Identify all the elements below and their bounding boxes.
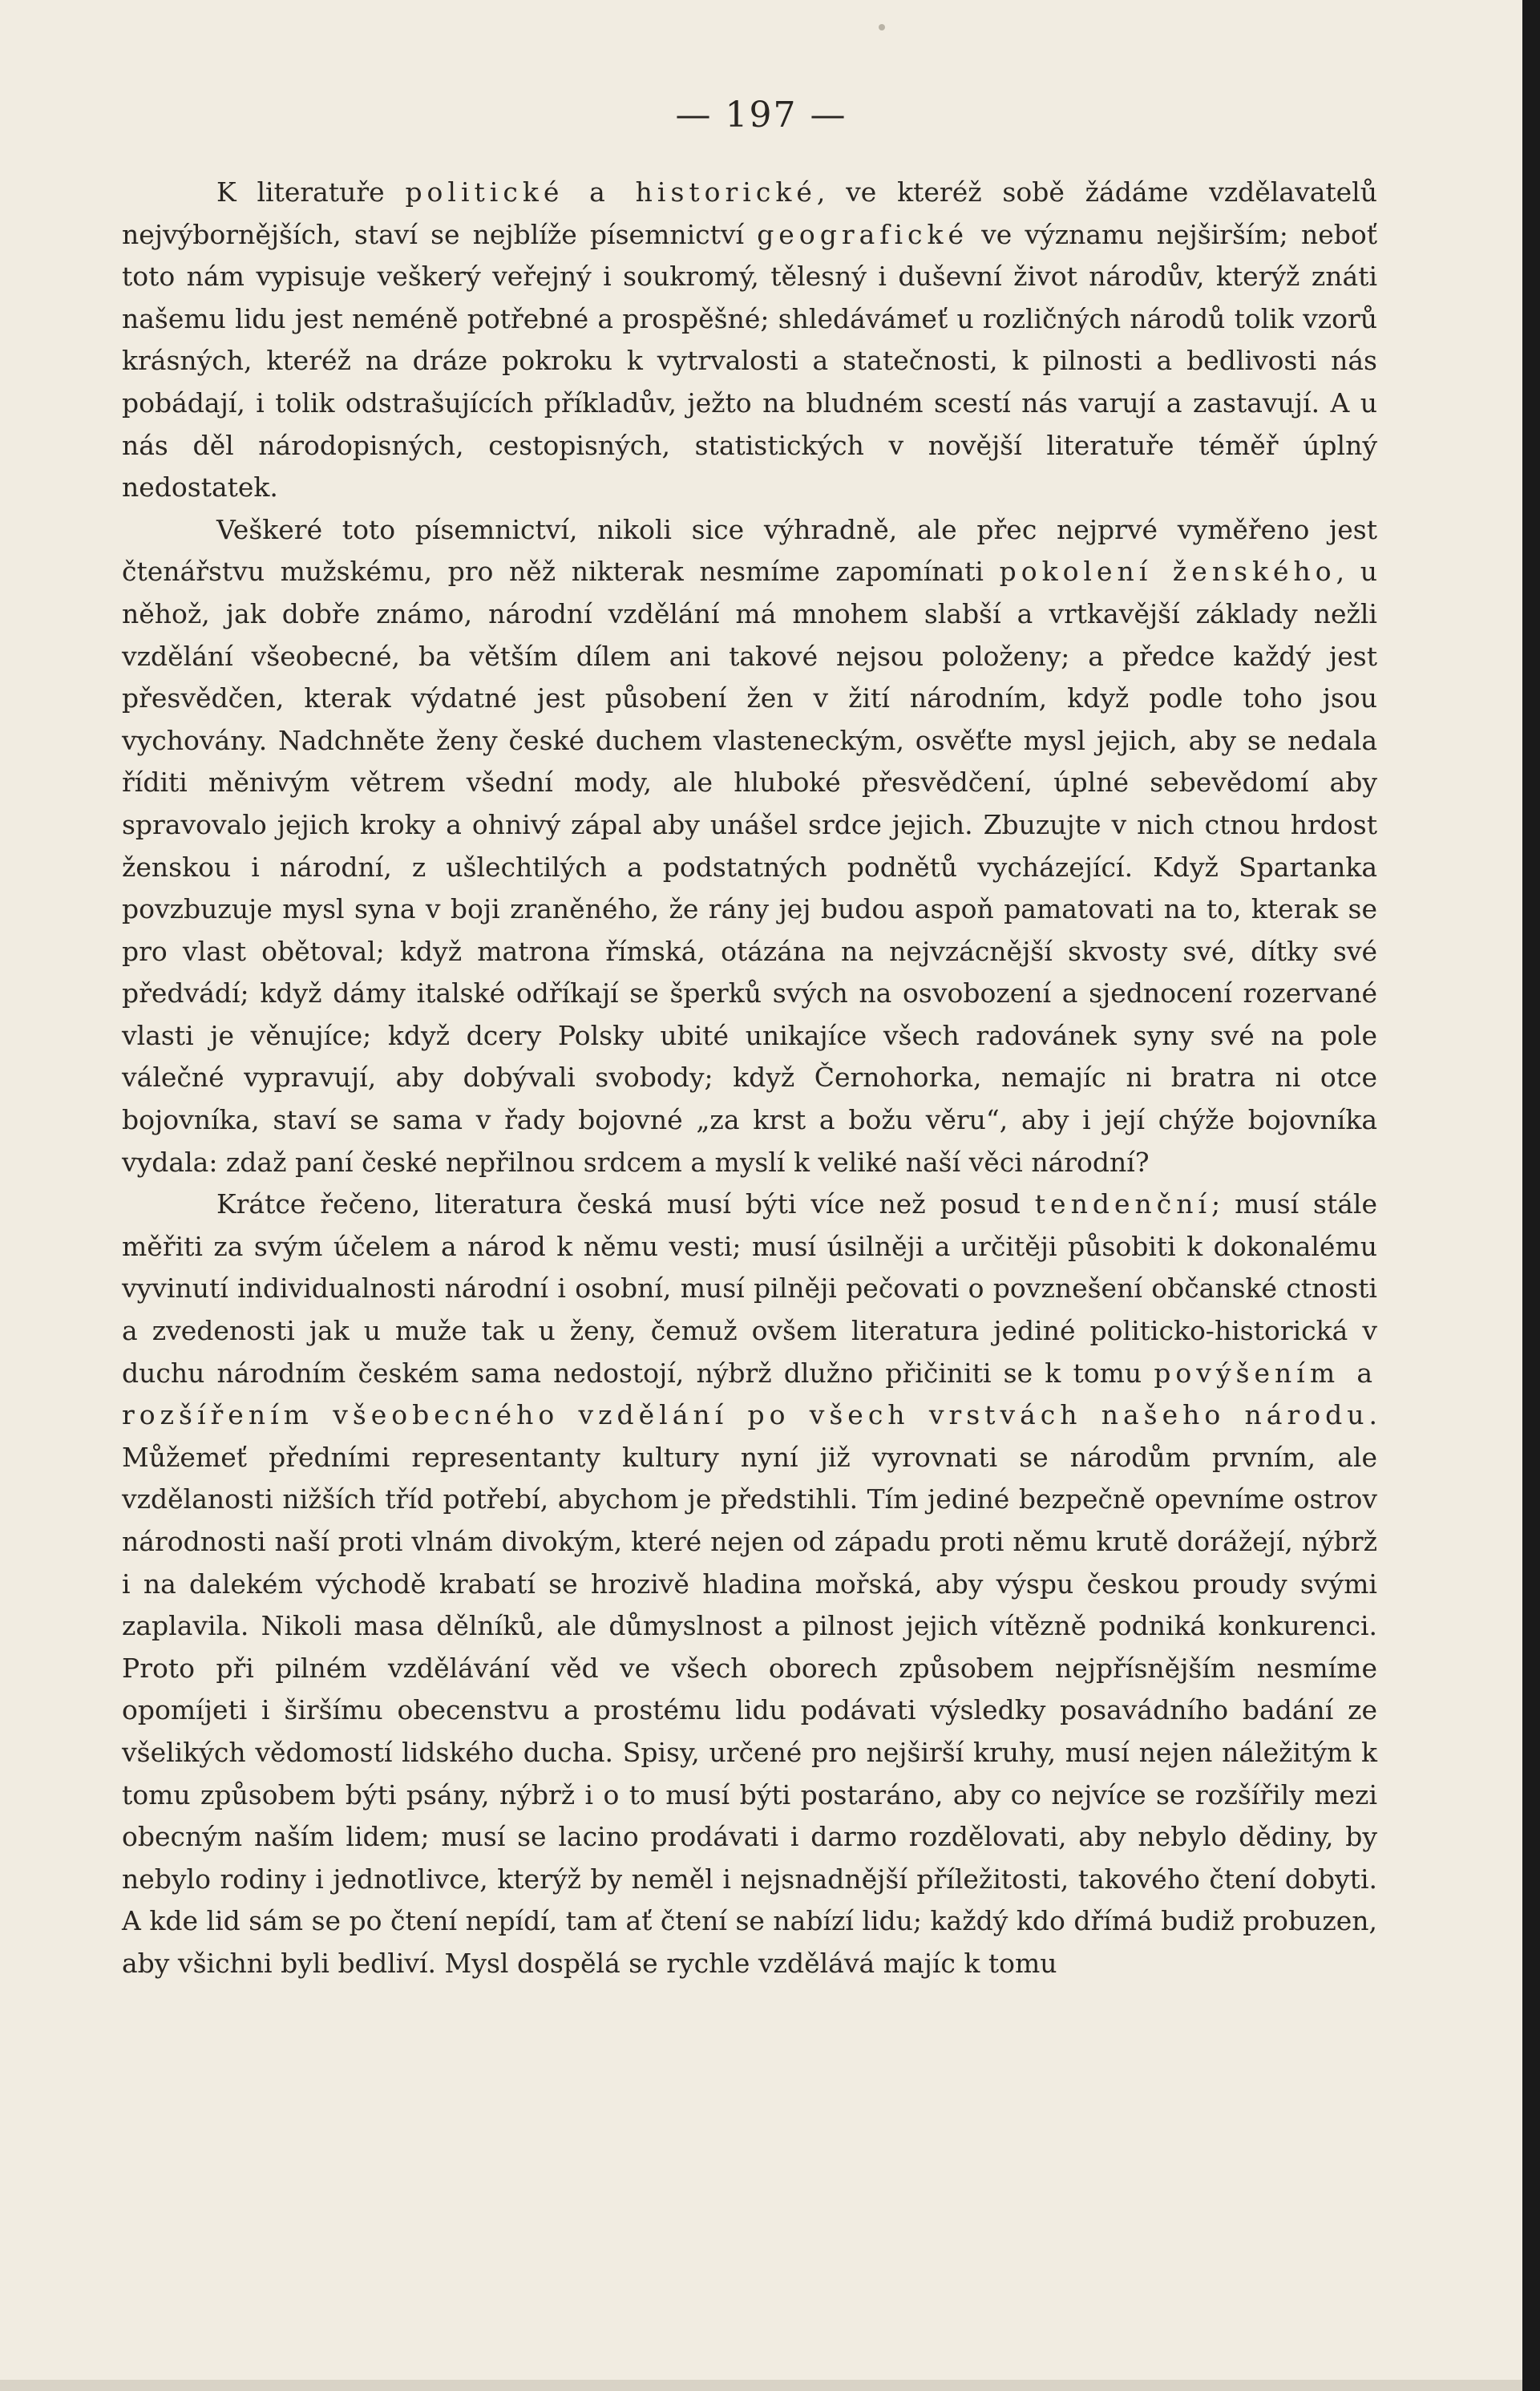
spaced-emphasis: povýšením a rozšířením všeobecného vzdělání po všech vrstvách našeho národu [122, 1357, 1377, 1431]
text-run: K literatuře [216, 176, 406, 208]
ink-speck [879, 24, 885, 30]
paragraph-1 [122, 172, 1377, 509]
spaced-emphasis: pokolení ženského [999, 556, 1336, 588]
text-run: ve významu nejširším; neboť toto nám vypisuje veškerý veřejný i soukromý, tělesný i duševní život národův, kterýž znáti našemu lidu jest neméně potřebné a prospěšné; shledávámeť u rozličných národů tolik vzorů krásných, kteréž na dráze pokroku k vytrvalosti a statečnosti, k pilnosti a bedlivosti nás pobádají, i tolik odstrašujících příkladův, ježto na bludném scestí nás varují a zastavují. A u nás děl národopisných, cestopisných, statistických v novější literatuře téměř úplný nedostatek. [122, 218, 1377, 504]
text-run: Veškeré toto písemnictví, nikoli sice výhradně, ale přec nejprvé vyměřeno jest čtenářstvu mužskému, pro něž nikterak nesmíme zapomínati [122, 513, 1377, 588]
scan-border [1522, 0, 1540, 2391]
page-body [122, 172, 1377, 1985]
text-run: , u něhož, jak dobře známo, národní vzdělání má mnohem slabší a vrtkavější základy nežli vzdělání všeobecné, ba větším dílem ani takové nejsou položeny; a předce každý jest přesvědčen, kterak výdatné jest působení žen v žití národním, když podle toho jsou vychovány. Nadchněte ženy české duchem vlasteneckým, osvěťte mysl jejich, aby se nedala říditi měnivým větrem všední mody, ale hluboké přesvědčení, úplné sebevědomí aby spravovalo jejich kroky a ohnivý zápal aby unášel srdce jejich. Zbuzujte v nich ctnou hrdost ženskou i národní, z ušlechtilých a podstatných podnětů vycházející. Když Spartanka povzbuzuje mysl syna v boji zraněného, že rány jej budou aspoň pamatovati na to, kterak se pro vlast obětoval; když matrona římská, otázána na nejvzácnější skvosty své, dítky své předvádí; když dámy italské odříkají se šperků svých na osvobození a sjednocení rozervané vlasti je věnujíce; když dcery Polsky ubité unikajíce všech radovánek syny své na pole válečné vypravují, aby dobývali svobody; když Černohorka, nemajíc ni bratra ni otce bojovníka, staví se sama v řady bojovné „za krst a božu věru“, aby i její chýže bojovníka vydala: zdaž paní české nepřilnou srdcem a myslí k veliké naší věci národní? [122, 556, 1377, 1178]
text-run: ; musí stále měřiti za svým účelem a národ k němu vesti; musí úsilněji a určitěji působiti k dokonalému vyvinutí individualnosti národní i osobní, musí pilněji pečovati o povznešení občanské ctnosti a zvedenosti jak u muže tak u ženy, čemuž ovšem literatura jediné politicko-historická v duchu národním českém sama nedostojí, nýbrž dlužno přičiniti se k tomu [122, 1188, 1377, 1389]
text-run: , ve kteréž sobě žádáme vzdělavatelů nejvýbornějších, staví se nejblíže písemnictví [122, 176, 1377, 250]
spaced-emphasis: tendenční [1034, 1188, 1212, 1220]
page-number: — 197 — [675, 95, 847, 136]
paragraph-2 [122, 509, 1377, 1184]
page-bottom-edge [0, 2380, 1540, 2391]
spaced-emphasis: geografické [757, 218, 969, 250]
spaced-emphasis: politické a historické [405, 176, 817, 208]
text-run: Krátce řečeno, literatura česká musí býti více než posud [216, 1188, 1035, 1220]
text-run: . Můžemeť předními representanty kultury nyní již vyrovnati se národům prvním, ale vzdělanosti nižších tříd potřebí, abychom je předstihli. Tím jediné bezpečně opevníme ostrov národnosti naší proti vlnám divokým, které nejen od západu proti němu krutě dorážejí, nýbrž i na dalekém východě krabatí se hrozivě hladina mořská, aby výspu českou proudy svými zaplavila. Nikoli masa dělníků, ale důmyslnost a pilnost jejich vítězně podniká konkurenci. Proto při pilném vzdělávání věd ve všech oborech způsobem nejpřísnějším nesmíme opomíjeti i širšímu obecenstvu a prostému lidu podávati výsledky posavádního badání ze všelikých vědomostí lidského ducha. Spisy, určené pro nejširší kruhy, musí nejen náležitým k tomu způsobem býti psány, nýbrž i o to musí býti postaráno, aby co nejvíce se rozšířily mezi obecným naším lidem; musí se lacino prodávati i darmo rozdělovati, aby nebylo dědiny, by nebylo rodiny i jednotlivce, kterýž by neměl i nejsnadnější příležitosti, takového čtení dobyti. A kde lid sám se po čtení nepídí, tam ať čtení se nabízí lidu; každý kdo dřímá budiž probuzen, aby všichni byli bedliví. Mysl dospělá se rychle vzdělává majíc k tomu [122, 1399, 1377, 1979]
paragraph-3 [122, 1183, 1377, 1984]
